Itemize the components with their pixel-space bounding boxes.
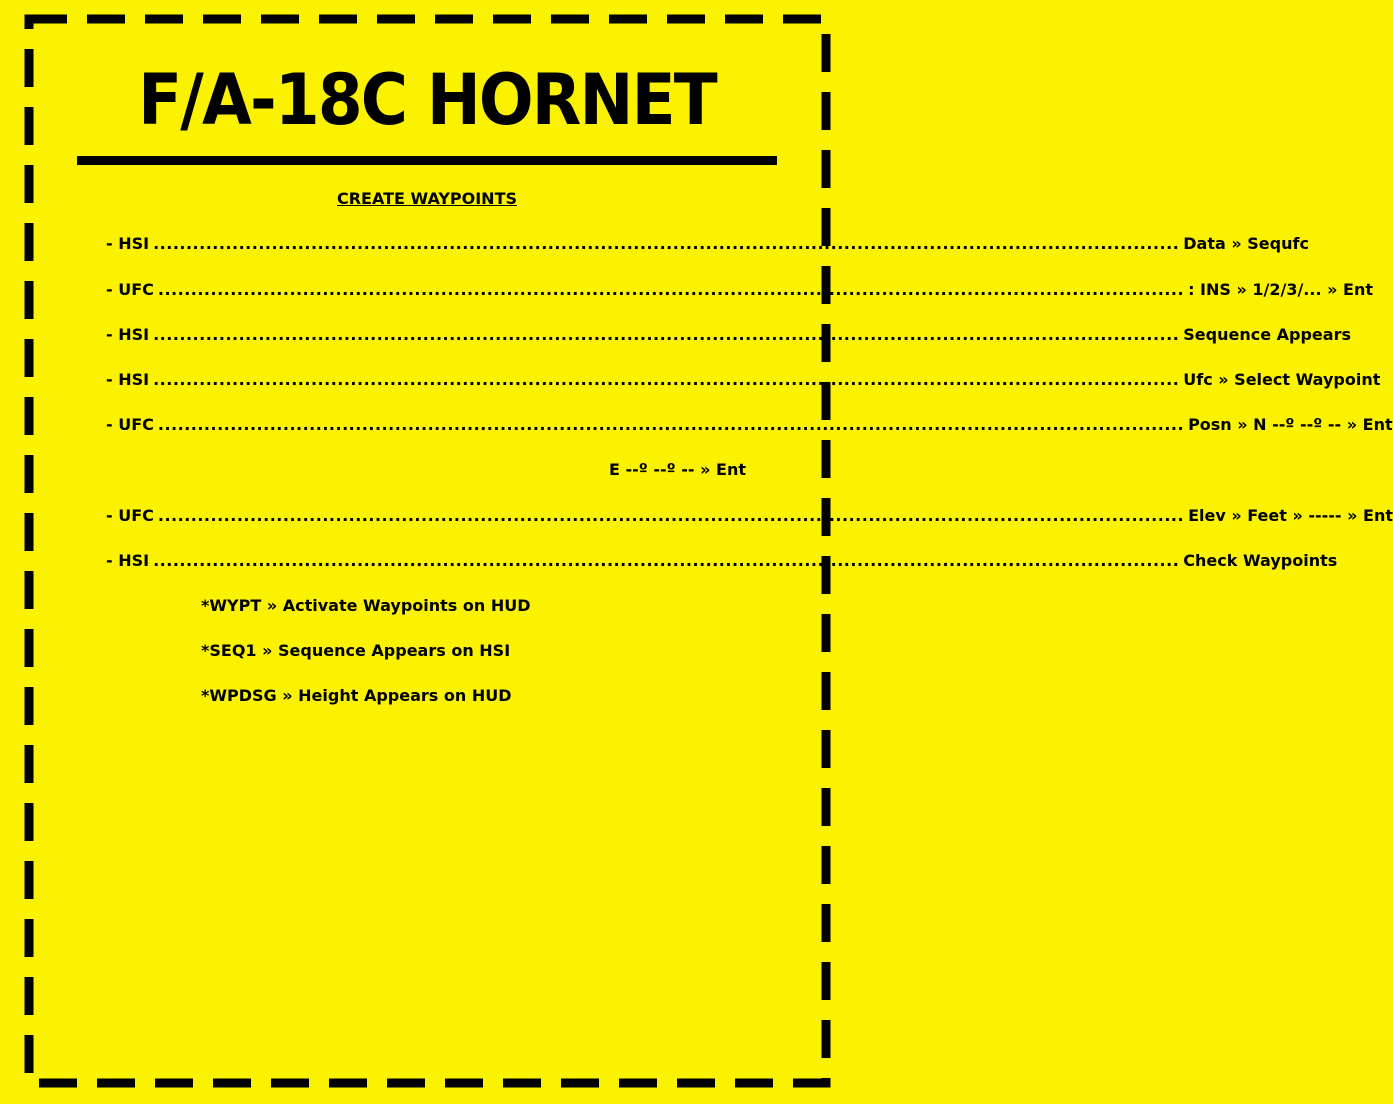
page-title: F/A-18C HORNET [138,59,716,141]
title-divider [77,156,777,165]
section-heading: CREATE WAYPOINTS [336,189,518,208]
dot-leader: ............................................................................................................................................................ [157,506,1185,525]
step-row-3 [106,324,1351,346]
step-device: - UFC [106,415,154,434]
step-device: - HSI [106,325,150,344]
step-device: - HSI [106,234,150,253]
step-action: : INS » 1/2/3/... » Ent [1188,280,1373,299]
note-wypt: *WYPT » Activate Waypoints on HUD [201,596,531,615]
step-action: Sequence Appears [1183,325,1351,344]
note-seq1: *SEQ1 » Sequence Appears on HSI [201,641,511,660]
step-action: Check Waypoints [1183,551,1338,570]
dot-leader: ............................................................................................................................................................ [153,325,1180,344]
step-row-7 [106,505,1393,527]
step-row-2 [106,279,1373,301]
step-row-8 [106,550,1338,572]
step-action: Ufc » Select Waypoint [1183,370,1381,389]
step-action: Data » Sequfc [1183,234,1309,253]
dot-leader: ............................................................................................................................................................ [157,280,1185,299]
dot-leader: ............................................................................................................................................................ [157,415,1185,434]
dot-leader: ............................................................................................................................................................ [153,551,1180,570]
step-action: Posn » N --º --º -- » Ent [1188,415,1393,434]
step-row-1 [106,233,1309,255]
step-row-4 [106,369,1381,391]
step-device: - UFC [106,280,154,299]
dot-leader: ............................................................................................................................................................ [153,370,1180,389]
step-row-6: E --º --º -- » Ent [609,460,746,479]
step-device: - HSI [106,370,150,389]
step-device: - UFC [106,506,154,525]
dot-leader: ............................................................................................................................................................ [153,234,1180,253]
step-action: Elev » Feet » ----- » Ent [1188,506,1393,525]
note-wpdsg: *WPDSG » Height Appears on HUD [201,686,512,705]
step-row-5 [106,414,1393,436]
step-device: - HSI [106,551,150,570]
